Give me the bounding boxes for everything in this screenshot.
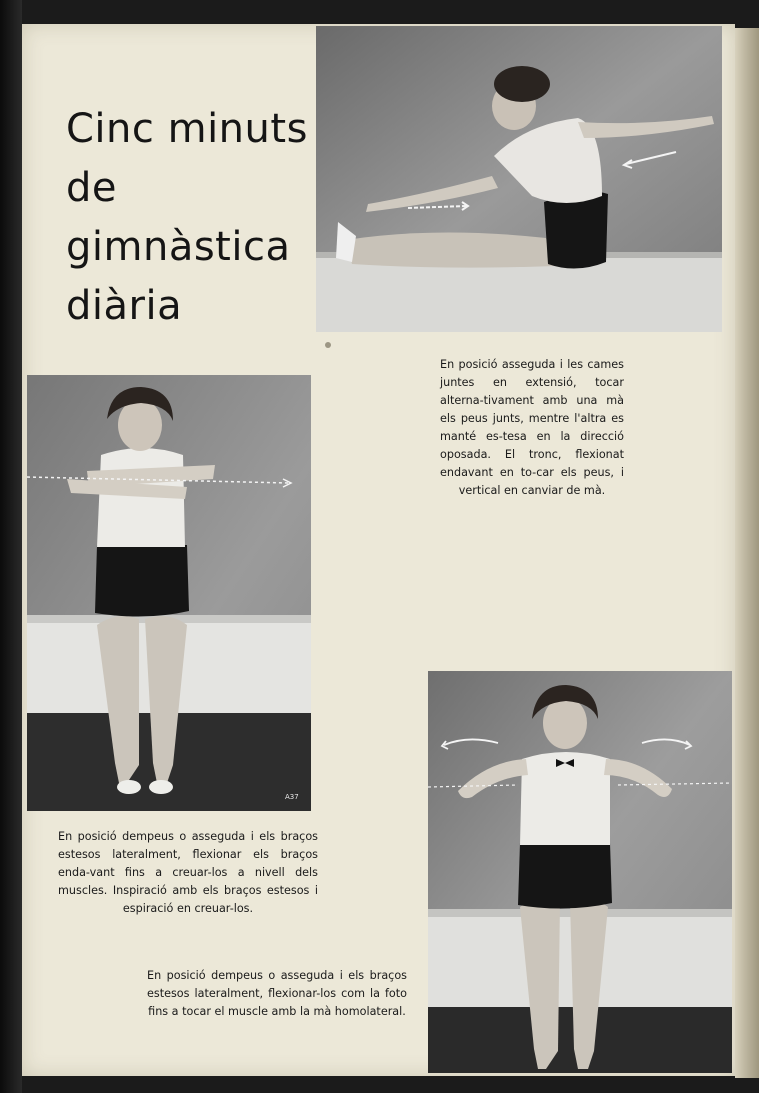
page-edge xyxy=(735,28,759,1078)
title-line: gimnàstica xyxy=(66,224,291,270)
print-dot xyxy=(325,342,331,348)
magazine-page xyxy=(22,24,735,1076)
title-line: Cinc minuts xyxy=(66,106,308,152)
book-spine-shadow xyxy=(0,0,22,1093)
title-line: diària xyxy=(66,283,183,329)
exercise-photo-hand-to-shoulder xyxy=(428,671,732,1073)
title-line: de xyxy=(66,165,117,211)
article-title xyxy=(66,100,326,336)
caption-arms-cross: En posició dempeus o asseguda i els braços estesos lateralment, flexionar els braços enda-vant fins a creuar-los a nivell dels muscles. Inspiració amb els braços estesos i espiració en creuar-los. xyxy=(58,830,318,915)
exercise-photo-seated-reach xyxy=(316,26,722,332)
photo-stamp: A37 xyxy=(285,793,299,801)
exercise-photo-arms-cross xyxy=(27,375,311,811)
caption-hand-to-shoulder: En posició dempeus o asseguda i els braços estesos lateralment, flexionar-los com la foto fins a tocar el muscle amb la mà homolateral. xyxy=(147,969,407,1018)
caption-seated-reach: En posició asseguda i les cames juntes en extensió, tocar alterna-tivament amb una mà els peus junts, mentre l'altra es manté es-tesa en la direcció oposada. El tronc, flexionat endavant en to-car els peus, i vertical en canviar de mà. xyxy=(440,358,624,497)
